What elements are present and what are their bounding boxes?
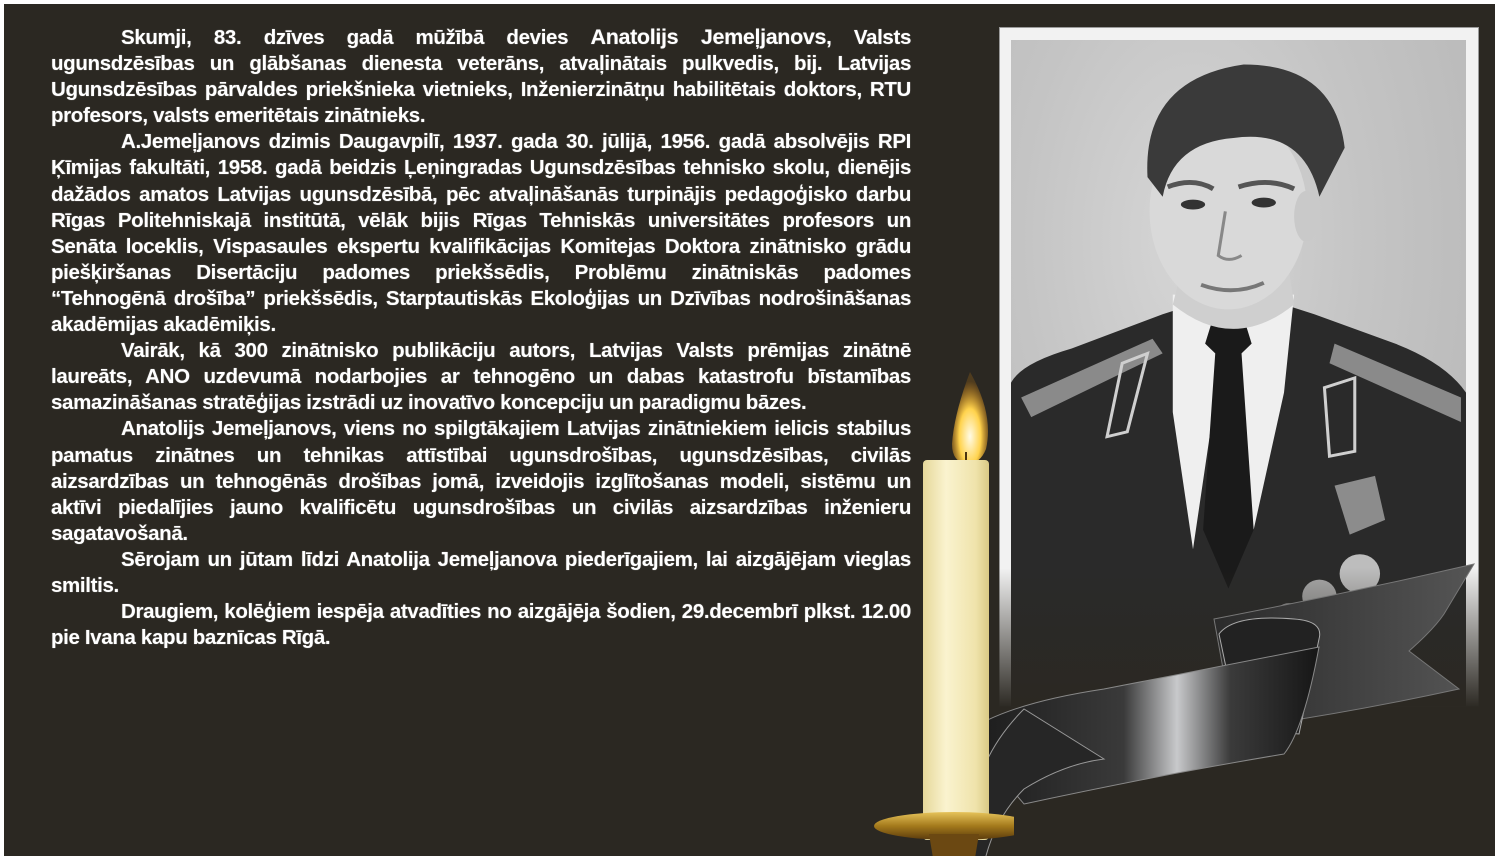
- announcement-titles: , Valsts ugunsdzēsības un glābšanas dienesta veterāns, atvaļinātais pulkvedis, bij. Latvijas Ugunsdzēsības pārvaldes priekšnieka vietnieks, Inženierzinātņu habilitētais doktors, RTU profesors, valsts emeritētais zinātnieks.: [51, 26, 912, 128]
- paragraph-biography: A.Jemeļjanovs dzimis Daugavpilī, 1937. gada 30. jūlijā, 1956. gadā absolvējis RPI Ķīmijas fakultāti, 1958. gadā beidzis Ļeņingradas Ugunsdzēsības tehnisko skolu, dienējis dažādos amatos Latvijas ugunsdzēsībā, pēc atvaļināšanās turpinājis pedagoģisko darbu Rīgas Politehniskajā institūtā, vēlāk bijis Rīgas Tehniskās universitātes profesors un Senāta loceklis, Vispasaules ekspertu kvalifikācijas Komitejas Doktora zinātnisko grādu piešķiršanas Disertāciju padomes priekšsēdis, Problēmu zinātniskās padomes “Tehnogēnā drošība” priekšsēdis, Starptautiskās Ekoloģijas un Dzīvības nodrošināšanas akadēmijas akadēmiķis.: [51, 130, 911, 337]
- paragraph-condolences: Sērojam un jūtam līdzi Anatolija Jemeļjanova piederīgajiem, lai aizgājējam vieglas smiltis.: [51, 547, 911, 597]
- paragraph-announcement: [51, 24, 911, 129]
- memorial-candle-icon: [854, 364, 1014, 856]
- mourning-ribbon-icon: [964, 559, 1484, 856]
- obituary-panel: [4, 4, 1495, 856]
- paragraph-farewell: Draugiem, kolēģiem iespēja atvadīties no aizgājēja šodien, 29.decembrī plkst. 12.00 pie Ivana kapu baznīcas Rīgā.: [51, 600, 911, 650]
- paragraph-legacy: Anatolijs Jemeļjanovs, viens no spilgtākajiem Latvijas zinātniekiem ielicis stabilus pamatus zinātnes un tehnikas attīstībai ugunsdrošības, ugunsdzēsības, civilās aizsardzības un tehnogēnās drošības jomā, izveidojis izglītošanas modeli, sistēmu un aktīvi piedalījies jauno kvalificētu ugunsdrošības un civilās aizsardzības inženieru sagatavošanā.: [51, 417, 911, 545]
- obituary-text: [51, 24, 911, 651]
- deceased-name: Anatolijs Jemeļjanovs: [590, 25, 827, 49]
- announcement-lead: Skumji, 83. dzīves gadā mūžībā devies: [121, 26, 591, 49]
- paragraph-achievements: Vairāk, kā 300 zinātnisko publikāciju autors, Latvijas Valsts prēmijas zinātnē laureāts, ANO uzdevumā nodarbojies ar tehnogēno un dabas katastrofu bīstamības samazināšanas stratēģijas izstrādi uz inovatīvo koncepciju un paradigmu bāzes.: [51, 339, 911, 415]
